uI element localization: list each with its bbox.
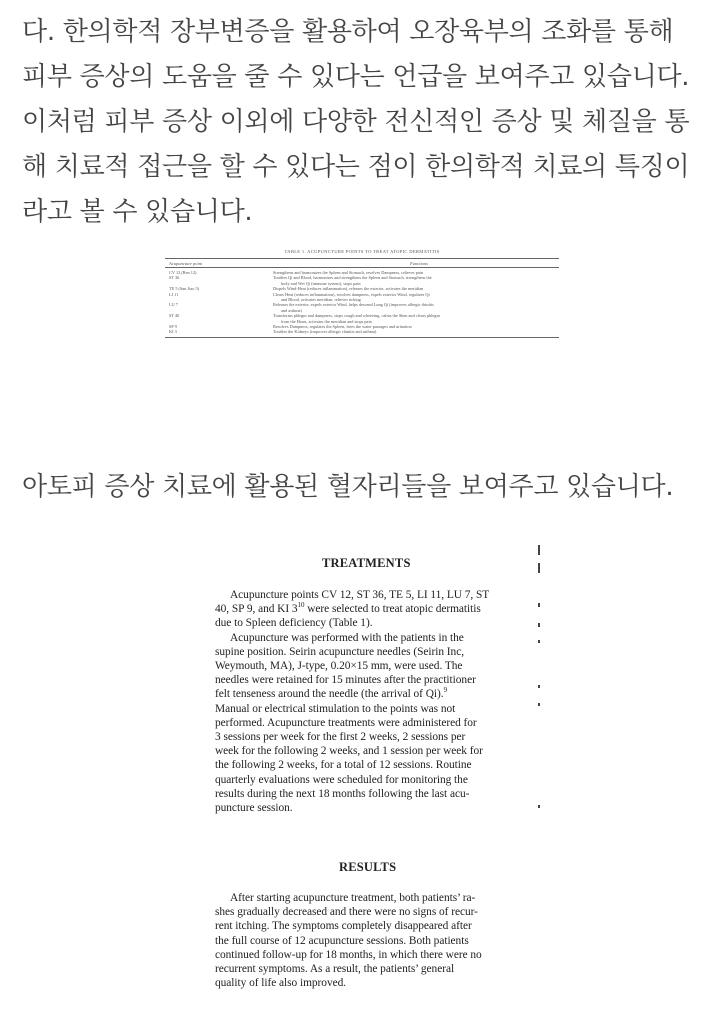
paper-line [215, 716, 489, 730]
paper-line [215, 919, 482, 933]
paper-line-text: supine position. Seirin acupuncture needles (Seirin Inc, [215, 645, 464, 658]
edge-mark [538, 805, 540, 808]
paper-line-text: rent itching. The symptoms completely disappeared after [215, 920, 472, 933]
treatments-body [215, 588, 489, 815]
edge-mark [538, 623, 540, 627]
table-cell-line: Tonifies Qi and Blood, harmonizes and strengthens the Spleen and Stomach, strengthens the [273, 275, 432, 281]
paper-line-text: were selected to treat atopic dermatitis [304, 603, 481, 616]
korean-paragraph-line: 이처럼 피부 증상 이외에 다양한 전신적인 증상 및 체질을 통 [22, 107, 690, 137]
paper-line [215, 787, 489, 801]
edge-mark [538, 703, 540, 706]
edge-mark [538, 545, 540, 555]
table-cell-point: LI 11 [169, 291, 179, 297]
paper-line [215, 730, 489, 744]
paper-line-text: 3 sessions per week for the first 2 weeks, 2 sessions per [215, 731, 466, 744]
table-cell-functions [273, 329, 559, 334]
paper-line [215, 773, 489, 787]
results-body [215, 891, 482, 990]
scan-edge-marks [534, 545, 544, 845]
table-cell-functions [273, 275, 559, 286]
paper-line [215, 645, 489, 659]
table-cell-point: ST 36 [169, 275, 180, 281]
table-row [165, 302, 559, 313]
table-cell-functions [273, 302, 559, 313]
paper-line-text: quarterly evaluations were scheduled for monitoring the [215, 773, 468, 786]
paper-line [215, 934, 482, 948]
paper-line [215, 891, 482, 905]
paper-line-text: Manual or electrical stimulation to the points was not [215, 702, 456, 715]
table-cell-line: body and Wei Qi (immune system), stops pain [281, 280, 361, 286]
table-cell-line: Releases the exterior, expels exterior Wind, helps descend Lung Qi (improves allergic rhinitis [273, 302, 434, 308]
table-body [165, 270, 559, 335]
paper-line-text: 40, SP 9, and KI 3 [215, 603, 298, 616]
table-cell-point: ST 40 [169, 313, 180, 319]
table-header-point: Acupuncture point [169, 261, 203, 266]
paper-line-text: due to Spleen deficiency (Table 1). [215, 617, 373, 630]
results-heading: RESULTS [339, 860, 397, 874]
table-row [165, 329, 559, 334]
acupuncture-table-image [165, 247, 559, 385]
paper-line-text: week for the following 2 weeks, and 1 session per week for [215, 745, 483, 758]
paper-line-text: shes gradually decreased and there were no signs of recur- [215, 906, 478, 919]
paper-line-text: puncture session. [215, 802, 293, 815]
table-caption: TABLE 1. ACUPUNCTURE POINTS TO TREAT ATOPIC DERMATITIS [284, 249, 440, 254]
table-cell-functions [273, 292, 559, 303]
paper-line-text: the following 2 weeks, for a total of 12 sessions. Routine [215, 759, 472, 772]
table-cell-point: SP 9 [169, 324, 177, 330]
paper-line [215, 659, 489, 673]
table-cell-point: KI 3 [169, 329, 177, 335]
paper-line-text: Acupuncture was performed with the patients in the [230, 631, 464, 644]
paper-line-text: performed. Acupuncture treatments were administered for [215, 716, 477, 729]
table-cell-line: Strengthens and harmonizes the Spleen and Stomach, resolves Dampness, relieves pain [273, 270, 424, 275]
paper-line [215, 744, 489, 758]
paper-line-text: the full course of 12 acupuncture sessions. Both patients [215, 934, 469, 947]
paper-line-text: results during the next 18 months following the last acu- [215, 787, 470, 800]
table-cell-line: Dispels Wind-Heat (reduces inflammation), releases the exterior, activates the meridian [273, 286, 424, 292]
korean-paragraph-line: 해 치료적 접근을 할 수 있다는 점이 한의학적 치료의 특징이 [22, 152, 690, 182]
paper-line [215, 976, 482, 990]
paper-line [215, 602, 489, 616]
table-cell-line: and Blood, activates meridian, relieves itching [281, 297, 361, 303]
table-cell-functions [273, 313, 559, 324]
table-cell-line: and asthma) [281, 307, 302, 313]
paper-line [215, 673, 489, 687]
paper-line [215, 616, 489, 630]
table-header-row [165, 259, 559, 267]
paper-line-text: felt tenseness around the needle (the arrival of Qi). [215, 688, 444, 701]
edge-mark [538, 640, 540, 643]
korean-paragraph [22, 10, 712, 235]
paper-line [215, 687, 489, 701]
paper-line-text: After starting acupuncture treatment, both patients’ ra- [230, 892, 476, 904]
table-cell-line: Resolves Dampness, regulates the Spleen, frees the water passages and urination [273, 324, 412, 330]
korean-caption-line: 아토피 증상 치료에 활용된 혈자리들을 보여주고 있습니다. [22, 472, 674, 502]
paper-line [215, 702, 489, 716]
edge-mark [538, 563, 540, 573]
paper-line [215, 905, 482, 919]
table-cell-line: Tonifies the Kidneys (improves allergic rhinitis and asthma) [273, 329, 377, 335]
paper-line [215, 588, 489, 602]
korean-paragraph-line: 라고 볼 수 있습니다. [22, 197, 253, 227]
paper-line-text: quality of life also improved. [215, 977, 347, 990]
paper-line [215, 948, 482, 962]
table-header-rule [165, 267, 559, 268]
table-row [165, 292, 559, 303]
table-cell-line: Transforms phlegm and dampness, stops cough and wheezing, calms the Shen and clears phlegm [273, 313, 440, 319]
edge-mark [538, 685, 540, 688]
korean-paragraph-line: 다. 한의학적 장부변증을 활용하여 오장육부의 조화를 통해 [22, 17, 674, 47]
edge-mark [538, 603, 540, 607]
paper-line [215, 758, 489, 772]
table-cell-line: from the Heart, activates the meridian and stops pain [281, 318, 372, 324]
table-row [165, 275, 559, 286]
korean-paragraph-line: 피부 증상의 도움을 줄 수 있다는 언급을 보여주고 있습니다. [22, 62, 690, 92]
paper-line-text: Weymouth, MA), J-type, 0.20×15 mm, were used. The [215, 660, 463, 673]
paper-line [215, 962, 482, 976]
paper-line-text: Acupuncture points CV 12, ST 36, TE 5, LI 11, LU 7, ST [230, 589, 490, 601]
paper-line-text: needles were retained for 15 minutes after the practitioner [215, 674, 476, 687]
paper-line [215, 801, 489, 815]
table-cell-line: Clears Heat (reduces inflammation), resolves dampness, expels exterior Wind, regulates Qi [273, 291, 430, 297]
treatments-heading: TREATMENTS [322, 556, 411, 570]
table-cell-point: TE 5 (San Jiao 5) [169, 286, 200, 292]
citation-superscript: 10 [297, 601, 305, 610]
table-row [165, 313, 559, 324]
paper-line [215, 631, 489, 645]
table-cell-point: CV 12 (Ren 12) [169, 270, 197, 275]
table-header-functions: Functions [410, 261, 428, 266]
paper-line-text: continued follow-up for 18 months, in which there were no [215, 948, 482, 961]
table-bottom-rule [165, 337, 559, 338]
table-cell-point: LU 7 [169, 302, 178, 308]
paper-line-text: recurrent symptoms. As a result, the patients’ general [215, 963, 455, 976]
citation-superscript: 9 [443, 686, 448, 695]
